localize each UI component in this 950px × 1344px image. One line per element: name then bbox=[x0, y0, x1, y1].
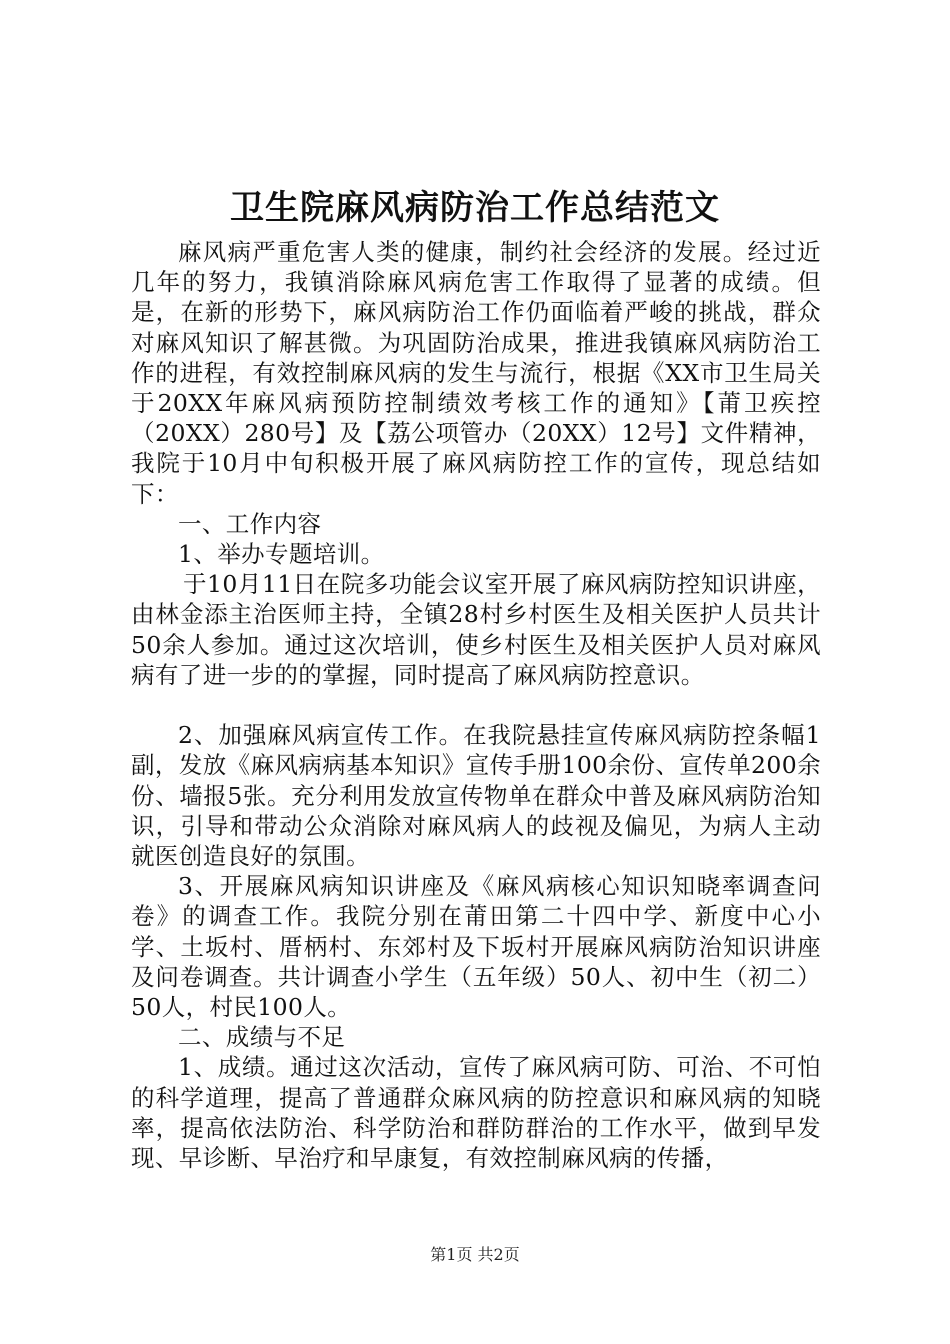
lecture-survey-paragraph: 3、开展麻风病知识讲座及《麻风病核心知识知晓率调查问卷》的调查工作。我院分别在莆田第二十四中学、新度中心小学、土坂村、厝柄村、东郊村及下坂村开展麻风病防治知识讲座及问卷调查。共计调查小学生（五年级）50人、初中生（初二）50人，村民100人。 bbox=[131, 872, 821, 1022]
intro-paragraph: 麻风病严重危害人类的健康，制约社会经济的发展。经过近几年的努力，我镇消除麻风病危害工作取得了显著的成绩。但是，在新的形势下，麻风病防治工作仍面临着严峻的挑战，群众对麻风知识了解甚微。为巩固防治成果，推进我镇麻风病防治工作的进程，有效控制麻风病的发生与流行，根据《XX市卫生局关于20XX年麻风病预防控制绩效考核工作的通知》【莆卫疾控（20XX）280号】及【荔公项管办（20XX）12号】文件精神，我院于10月中旬积极开展了麻风病防控工作的宣传，现总结如下： bbox=[131, 238, 821, 508]
subheading-training: 1、举办专题培训。 bbox=[178, 540, 385, 569]
training-paragraph: 于10月11日在院多功能会议室开展了麻风病防控知识讲座，由林金添主治医师主持，全镇28村乡村医生及相关医护人员共计50余人参加。通过这次培训，使乡村医生及相关医护人员对麻风病有了进一步的的掌握，同时提高了麻风病防控意识。 bbox=[131, 570, 821, 689]
publicity-paragraph: 2、加强麻风病宣传工作。在我院悬挂宣传麻风病防控条幅1副，发放《麻风病病基本知识》宣传手册100余份、宣传单200余份、墙报5张。充分利用发放宣传物单在群众中普及麻风病防治知识，引导和带动公众消除对麻风病人的歧视及偏见，为病人主动就医创造良好的氛围。 bbox=[131, 721, 821, 871]
page-title: 卫生院麻风病防治工作总结范文 bbox=[230, 188, 720, 228]
page-footer: 第1页 共2页 bbox=[430, 1245, 520, 1264]
section-heading-work-content: 一、工作内容 bbox=[178, 509, 322, 538]
document-body bbox=[131, 237, 821, 1173]
section-heading-results: 二、成绩与不足 bbox=[178, 1023, 346, 1052]
results-paragraph: 1、成绩。通过这次活动，宣传了麻风病可防、可治、不可怕的科学道理，提高了普通群众麻风病的防控意识和麻风病的知晓率，提高依法防治、科学防治和群防群治的工作水平，做到早发现、早诊断、早治疗和早康复，有效控制麻风病的传播， bbox=[131, 1053, 821, 1173]
